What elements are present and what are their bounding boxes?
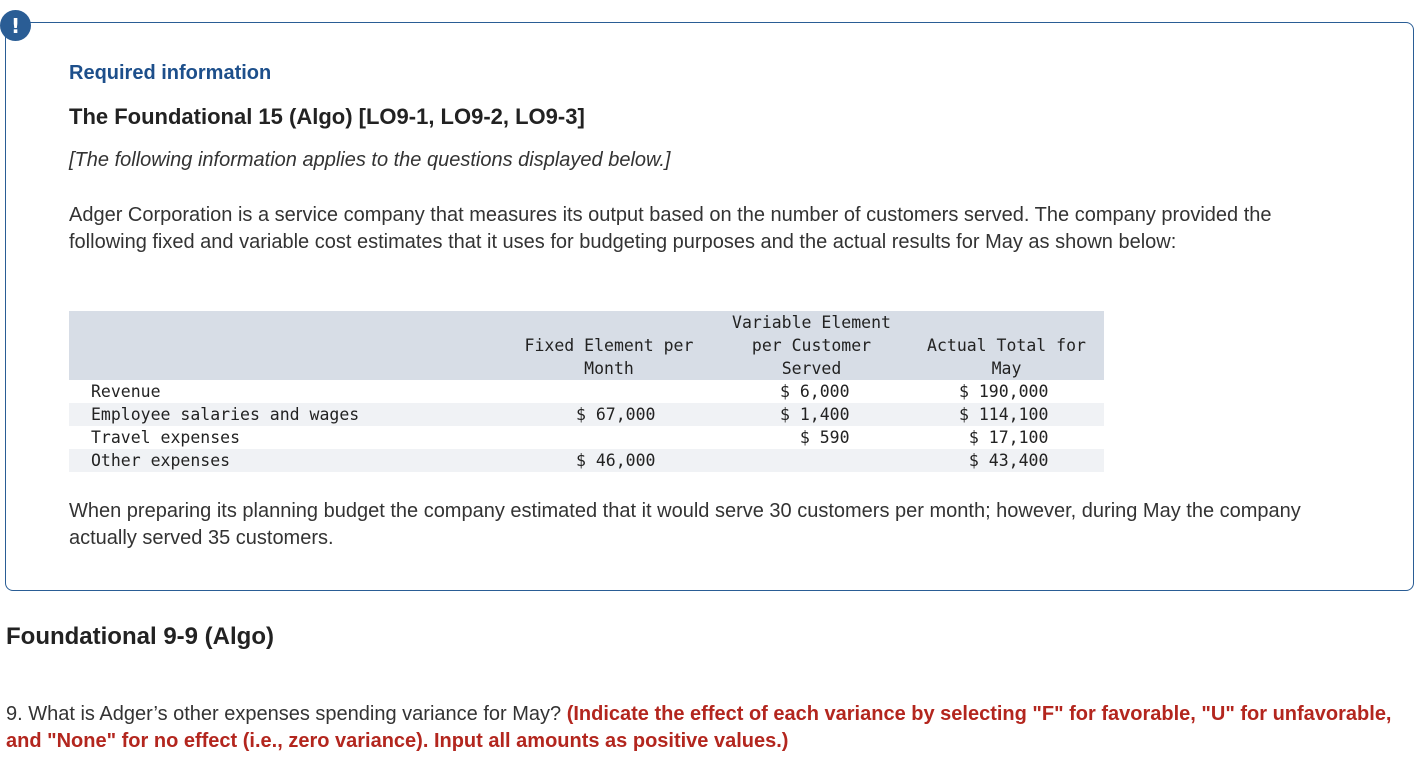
row-actual-value: $ 190,000 (959, 382, 1049, 401)
problem-subtitle: The Foundational 15 (Algo) [LO9-1, LO9-2, LO9-3] (69, 104, 585, 129)
header-variable-element (714, 311, 909, 380)
row-label: Other expenses (91, 451, 231, 470)
cost-estimates-table (69, 311, 1104, 472)
table-row (69, 449, 1104, 472)
table-row (69, 403, 1104, 426)
header-fixed-element (504, 311, 714, 380)
required-information-heading: Required information (69, 62, 272, 84)
row-actual-value: $ 17,100 (959, 428, 1049, 447)
header-fixed-line1: Fixed Element per (524, 336, 694, 355)
header-actual-line2: May (991, 359, 1022, 378)
intro-note: [The following information applies to the questions displayed below.] (69, 149, 671, 171)
row-actual-value: $ 114,100 (959, 405, 1049, 424)
header-label (69, 311, 504, 380)
row-variable-value: $ 6,000 (780, 382, 850, 401)
header-actual-total (909, 311, 1104, 380)
budget-paragraph: When preparing its planning budget the company estimated that it would serve 30 customers per month; however, during May the company actually served 35 customers. (69, 500, 1301, 549)
table-row (69, 426, 1104, 449)
header-actual-line1: Actual Total for (927, 336, 1086, 355)
header-variable-line2: per Customer (751, 336, 872, 355)
row-fixed-value (504, 426, 714, 449)
scenario-paragraph: Adger Corporation is a service company that measures its output based on the number of customers served. The company provided the following fixed and variable cost estimates that it uses for budgeting purposes and the actual results for May as shown below: (69, 204, 1272, 253)
table-header-row (69, 311, 1104, 380)
row-variable-value (714, 449, 909, 472)
row-label: Travel expenses (91, 428, 241, 447)
row-variable-value: $ 1,400 (780, 405, 850, 424)
alert-icon: ! (0, 10, 31, 41)
row-fixed-value: $ 67,000 (576, 405, 656, 424)
table-row (69, 380, 1104, 403)
header-variable-line3: Served (781, 359, 842, 378)
row-fixed-value: $ 46,000 (576, 451, 656, 470)
row-actual-value: $ 43,400 (959, 451, 1049, 470)
question-instruction: (Indicate the effect of each variance by selecting "F" for favorable, "U" for unfavorable, and "None" for no effect (i.e., zero variance). Input all amounts as positive values.) (6, 703, 1392, 752)
row-variable-value: $ 590 (780, 428, 850, 447)
row-fixed-value (504, 380, 714, 403)
question-title: Foundational 9-9 (Algo) (6, 623, 274, 650)
question-prompt (6, 701, 1406, 755)
header-fixed-line2: Month (584, 359, 634, 378)
row-label: Employee salaries and wages (91, 405, 360, 424)
question-text: 9. What is Adger’s other expenses spending variance for May? (6, 703, 567, 725)
header-variable-line1: Variable Element (732, 313, 891, 332)
row-label: Revenue (91, 382, 161, 401)
